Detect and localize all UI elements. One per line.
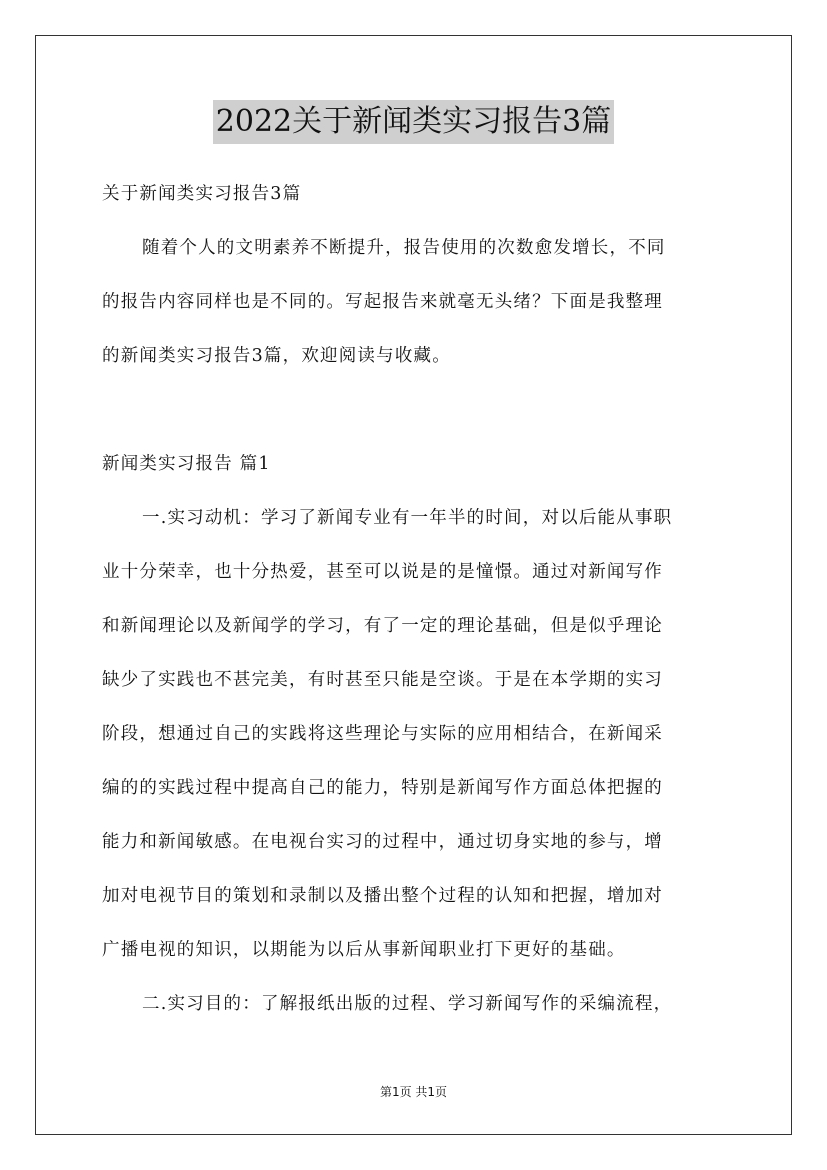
section-line: 广播电视的知识，以期能为以后从事新闻职业打下更好的基础。 — [102, 940, 626, 960]
intro-line: 的报告内容同样也是不同的。写起报告来就毫无头绪？下面是我整理 — [102, 292, 663, 312]
document-title: 2022关于新闻类实习报告3篇 — [213, 100, 614, 144]
page-footer: 第1页 共1页 — [379, 1085, 448, 1099]
section-line: 能力和新闻敏感。在电视台实习的过程中，通过切身实地的参与，增 — [102, 832, 663, 852]
section-line: 业十分荣幸，也十分热爱，甚至可以说是的是憧憬。通过对新闻写作 — [102, 562, 663, 582]
intro-line: 的新闻类实习报告3篇，欢迎阅读与收藏。 — [102, 346, 451, 366]
blank-line — [102, 388, 726, 442]
document-body — [102, 172, 726, 1036]
intro-line: 随着个人的文明素养不断提升，报告使用的次数愈发增长，不同 — [142, 238, 666, 258]
title-area — [0, 100, 827, 144]
section-line: 和新闻理论以及新闻学的学习，有了一定的理论基础，但是似乎理论 — [102, 616, 663, 636]
section-heading: 新闻类实习报告 篇1 — [102, 454, 271, 474]
document-subtitle: 关于新闻类实习报告3篇 — [102, 184, 302, 204]
section-line: 二.实习目的：了解报纸出版的过程、学习新闻写作的采编流程， — [142, 994, 673, 1014]
section-line: 阶段，想通过自己的实践将这些理论与实际的应用相结合，在新闻采 — [102, 724, 663, 744]
section-line: 一.实习动机：学习了新闻专业有一年半的时间，对以后能从事职 — [142, 508, 673, 528]
section-line: 加对电视节目的策划和录制以及播出整个过程的认知和把握，增加对 — [102, 886, 663, 906]
section-line: 编的的实践过程中提高自己的能力，特别是新闻写作方面总体把握的 — [102, 778, 663, 798]
section-line: 缺少了实践也不甚完美，有时甚至只能是空谈。于是在本学期的实习 — [102, 670, 663, 690]
